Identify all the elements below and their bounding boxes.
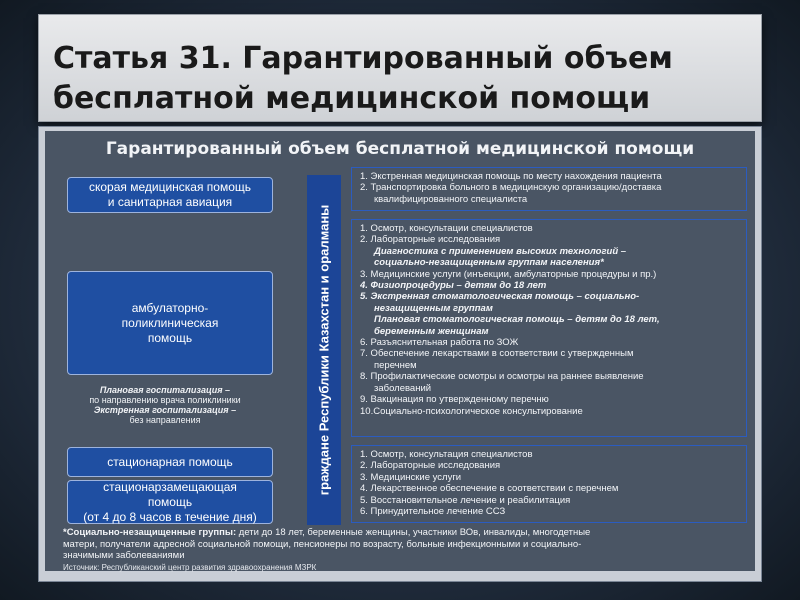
- inpatient-services-list: [351, 445, 747, 523]
- list-item: 5. Восстановительное лечение и реабилитация: [360, 494, 571, 506]
- list-item: 1. Осмотр, консультация специалистов: [360, 449, 533, 460]
- list-item: беременным женщинам: [374, 325, 489, 337]
- hospitalization-notes: [47, 385, 283, 425]
- emergency-services-list: [351, 167, 747, 211]
- emergency-hospitalization-title: Экстренная госпитализация –: [93, 405, 237, 415]
- outpatient-services-list: [351, 219, 747, 437]
- day-hospital-box: [67, 480, 273, 524]
- day-hospital-label-2: помощь: [147, 494, 193, 509]
- list-item: 1. Осмотр, консультации специалистов: [360, 223, 533, 234]
- list-item: 4. Лекарственное обеспечение в соответствии с перечнем: [360, 483, 619, 495]
- list-item: 7. Обеспечение лекарствами в соответствии с утвержденным: [360, 348, 634, 360]
- panel-header: Гарантированный объем бесплатной медицинской помощи: [105, 139, 695, 159]
- day-hospital-label-3: (от 4 до 8 часов в течение дня): [83, 509, 257, 524]
- emergency-care-label-1: скорая медицинская помощь: [88, 180, 252, 194]
- emergency-care-label-2: и санитарная авиация: [107, 195, 233, 209]
- footnote-text-2: матери, получатели адресной социальной помощи, пенсионеры по возрасту, больные инфекционными и социально-: [63, 538, 582, 550]
- footnote-text-3: значимыми заболеваниями: [63, 550, 185, 561]
- list-item: Плановая стоматологическая помощь – детям до 18 лет,: [374, 314, 660, 326]
- list-item: 3. Медицинские услуги: [360, 471, 462, 483]
- list-item: квалифицированного специалиста: [374, 193, 528, 205]
- emergency-hospitalization-detail: без направления: [129, 415, 201, 425]
- planned-hospitalization-detail: по направлению врача поликлиники: [89, 395, 241, 405]
- list-item: 2. Транспортировка больного в медицинскую организацию/доставка: [360, 182, 662, 194]
- outpatient-care-label-2: поликлиническая: [121, 315, 219, 330]
- content-panel: [45, 131, 755, 571]
- list-item: социально-незащищенным группам населения*: [374, 257, 604, 269]
- list-item: 6. Разъяснительная работа по ЗОЖ: [360, 337, 519, 349]
- list-item: 6. Принудительное лечение ССЗ: [360, 506, 506, 518]
- emergency-care-box: [67, 177, 273, 213]
- source-note: Источник: Республиканский центр развития здравоохранения МЗРК: [63, 563, 317, 572]
- list-item: 3. Медицинские услуги (инъекции, амбулаторные процедуры и пр.): [360, 268, 657, 280]
- day-hospital-label-1: стационарзамещающая: [103, 479, 237, 494]
- list-item: 8. Профилактические осмотры и осмотры на раннее выявление: [360, 371, 644, 383]
- outpatient-care-label-3: помощь: [147, 330, 193, 345]
- outpatient-care-box: [67, 271, 273, 375]
- footnote-text-1: дети до 18 лет, беременные женщины, участники ВОв, инвалиды, многодетные: [236, 527, 591, 538]
- inpatient-care-label: стационарная помощь: [107, 454, 233, 469]
- list-item: 9. Вакцинация по утвержденному перечню: [360, 394, 549, 406]
- list-item: перечнем: [374, 359, 417, 371]
- list-item: незащищенным группам: [374, 302, 493, 314]
- planned-hospitalization-title: Плановая госпитализация –: [99, 385, 231, 395]
- title-line-1: Статья 31. Гарантированный объем: [53, 41, 673, 76]
- citizens-vertical-label: граждане Республики Казахстан и оралманы: [316, 204, 332, 496]
- title-card: [38, 14, 762, 122]
- list-item: заболеваний: [374, 382, 432, 394]
- inpatient-care-box: [67, 447, 273, 477]
- list-item: 2. Лабораторные исследования: [360, 234, 501, 246]
- list-item: 4. Физиопроцедуры – детям до 18 лет: [360, 280, 547, 292]
- list-item: 2. Лабораторные исследования: [360, 460, 501, 472]
- list-item: 1. Экстренная медицинская помощь по месту нахождения пациента: [360, 171, 662, 182]
- footnote-label: *Социально-незащищенные группы:: [63, 527, 237, 538]
- title-line-2: бесплатной медицинской помощи: [53, 81, 651, 116]
- list-item: 5. Экстренная стоматологическая помощь – социально-: [360, 291, 640, 303]
- citizens-vertical-band: [307, 175, 341, 525]
- slide-image: [38, 126, 762, 582]
- outpatient-care-label-1: амбулаторно-: [131, 300, 209, 315]
- list-item: 10.Социально-психологическое консультирование: [360, 405, 583, 417]
- footnote: [63, 527, 743, 562]
- list-item: Диагностика с применением высоких технологий –: [374, 245, 627, 257]
